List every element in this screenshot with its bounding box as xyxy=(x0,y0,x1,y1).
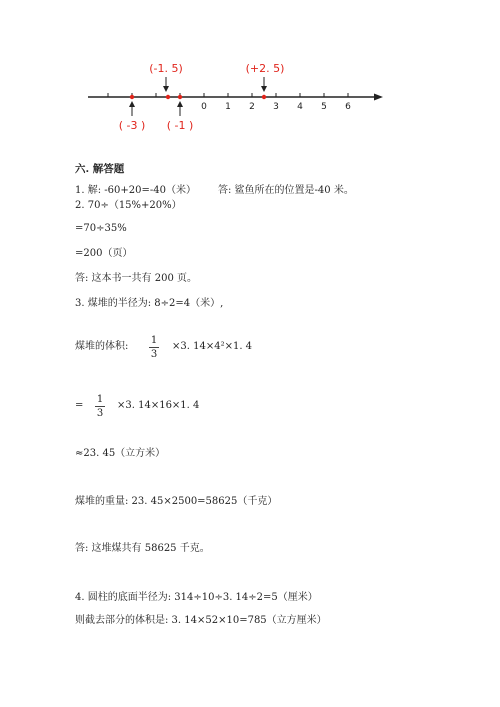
q3-answer: 答: 这堆煤共有 58625 千克。 xyxy=(75,543,210,554)
point-minus-1 xyxy=(178,95,182,99)
fraction-denominator: 3 xyxy=(96,408,104,419)
q1-answer: 答: 鲨鱼所在的位置是-40 米。 xyxy=(218,185,354,196)
tick-label-2: 2 xyxy=(249,102,255,112)
tick-label-3: 3 xyxy=(273,102,279,112)
q3-volume-label: 煤堆的体积: xyxy=(75,341,129,352)
q3-weight: 煤堆的重量: 23. 45×2500=58625（千克） xyxy=(75,496,278,507)
q4-volume: 则截去部分的体积是: 3. 14×52×10=785（立方厘米） xyxy=(75,615,327,626)
q3-fraction-one-third-2 xyxy=(95,394,105,419)
tick-label-4: 4 xyxy=(297,102,303,112)
point-minus-1-5 xyxy=(166,95,170,99)
fraction-numerator: 1 xyxy=(150,335,158,346)
q3-equals-sign: = xyxy=(75,400,84,411)
fraction-numerator: 1 xyxy=(96,394,104,405)
marker-label-plus-2-5: (+2. 5) xyxy=(245,62,285,75)
fraction-bar xyxy=(95,406,105,407)
q2-line2: =70÷35% xyxy=(75,223,127,234)
tick-label-0: 0 xyxy=(201,102,207,112)
marker-label-minus-3: ( -3 ) xyxy=(118,119,146,132)
q4-radius: 4. 圆柱的底面半径为: 314÷10÷3. 14÷2=5（厘米） xyxy=(75,592,318,603)
q3-volume-expression: ×3. 14×4²×1. 4 xyxy=(172,341,253,352)
point-plus-2-5 xyxy=(262,95,266,99)
q1-solution: 1. 解: -60+20=-40（米） xyxy=(75,185,196,196)
tick-label-1: 1 xyxy=(225,102,231,112)
section-title: 六. 解答题 xyxy=(75,163,125,175)
tick-label-6: 6 xyxy=(345,102,351,112)
q3-equals-expression: ×3. 14×16×1. 4 xyxy=(117,400,200,411)
tick-label-5: 5 xyxy=(321,102,327,112)
q3-radius: 3. 煤堆的半径为: 8÷2=4（米）, xyxy=(75,298,224,309)
q2-line1: 2. 70÷（15%+20%） xyxy=(75,200,182,211)
number-line-figure xyxy=(0,55,500,140)
q2-answer: 答: 这本书一共有 200 页。 xyxy=(75,273,197,284)
point-minus-3 xyxy=(130,95,134,99)
q2-line3: =200（页） xyxy=(75,248,133,259)
number-line-arrowhead xyxy=(374,94,383,101)
fraction-bar xyxy=(149,347,159,348)
q3-fraction-one-third xyxy=(149,335,159,360)
fraction-denominator: 3 xyxy=(150,349,158,360)
marker-label-minus-1-5: (-1. 5) xyxy=(149,62,183,75)
q3-approx-result: ≈23. 45（立方米） xyxy=(75,448,166,459)
marker-label-minus-1: ( -1 ) xyxy=(166,119,194,132)
